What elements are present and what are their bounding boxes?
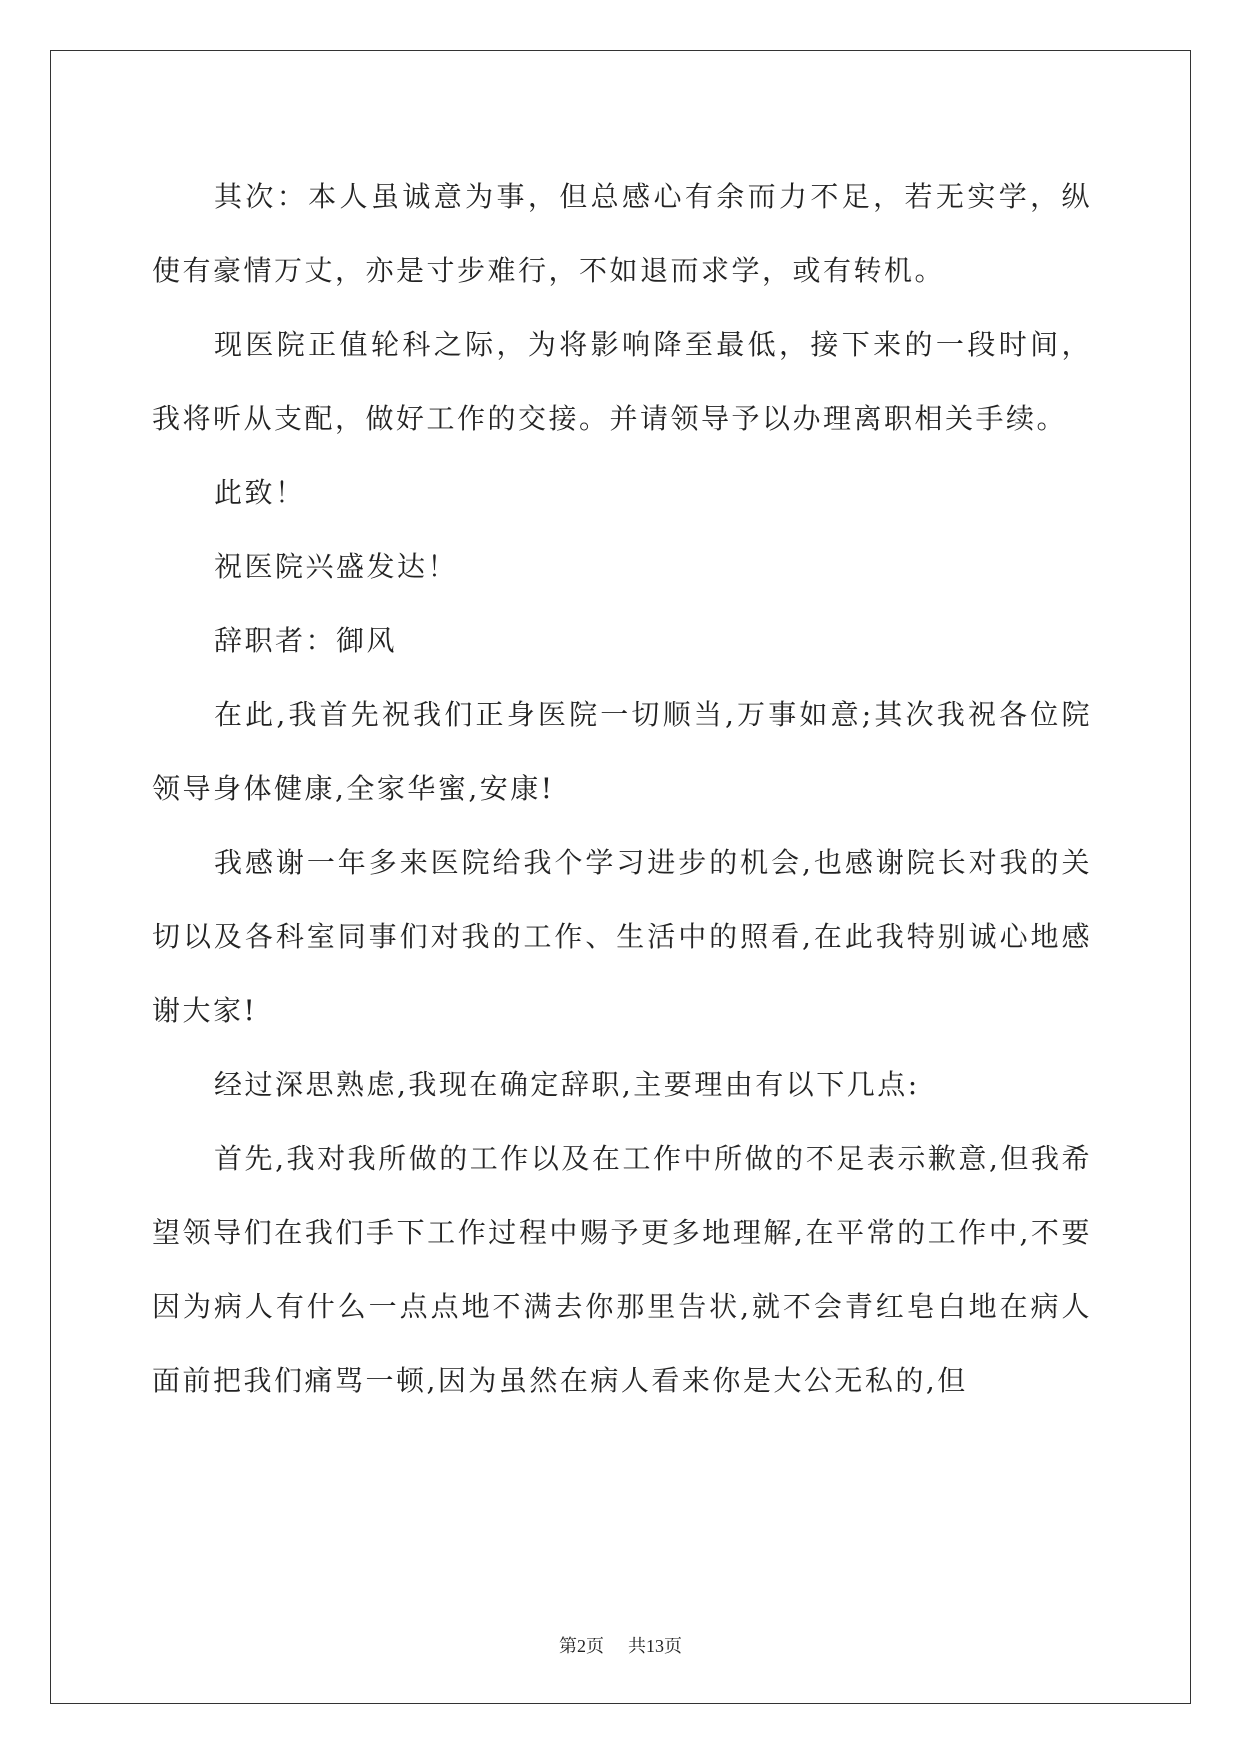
paragraph: 我感谢一年多来医院给我个学习进步的机会,也感谢院长对我的关切以及各科室同事们对我的工作、生活中的照看,在此我特别诚心地感谢大家! (152, 846, 1092, 1027)
page-total: 共13页 (628, 1636, 682, 1656)
document-body (152, 160, 1092, 1418)
paragraph: 在此,我首先祝我们正身医院一切顺当,万事如意;其次我祝各位院领导身体健康,全家华蜜,安康! (152, 698, 1092, 805)
paragraph: 现医院正值轮科之际，为将影响降至最低，接下来的一段时间，我将听从支配，做好工作的交接。并请领导予以办理离职相关手续。 (152, 328, 1092, 435)
paragraph: 辞职者：御风 (214, 624, 398, 657)
paragraph: 此致！ (214, 476, 306, 509)
paragraph: 经过深思熟虑,我现在确定辞职,主要理由有以下几点: (214, 1068, 920, 1101)
paragraph: 其次：本人虽诚意为事，但总感心有余而力不足，若无实学，纵使有豪情万丈，亦是寸步难行，不如退而求学，或有转机。 (152, 180, 1092, 287)
page-number: 第2页 (559, 1636, 604, 1656)
page-footer (0, 1632, 1241, 1658)
paragraph: 祝医院兴盛发达！ (214, 550, 459, 583)
paragraph: 首先,我对我所做的工作以及在工作中所做的不足表示歉意,但我希望领导们在我们手下工作过程中赐予更多地理解,在平常的工作中,不要因为病人有什么一点点地不满去你那里告状,就不会青红皂白地在病人面前把我们痛骂一顿,因为虽然在病人看来你是大公无私的,但 (152, 1142, 1092, 1397)
